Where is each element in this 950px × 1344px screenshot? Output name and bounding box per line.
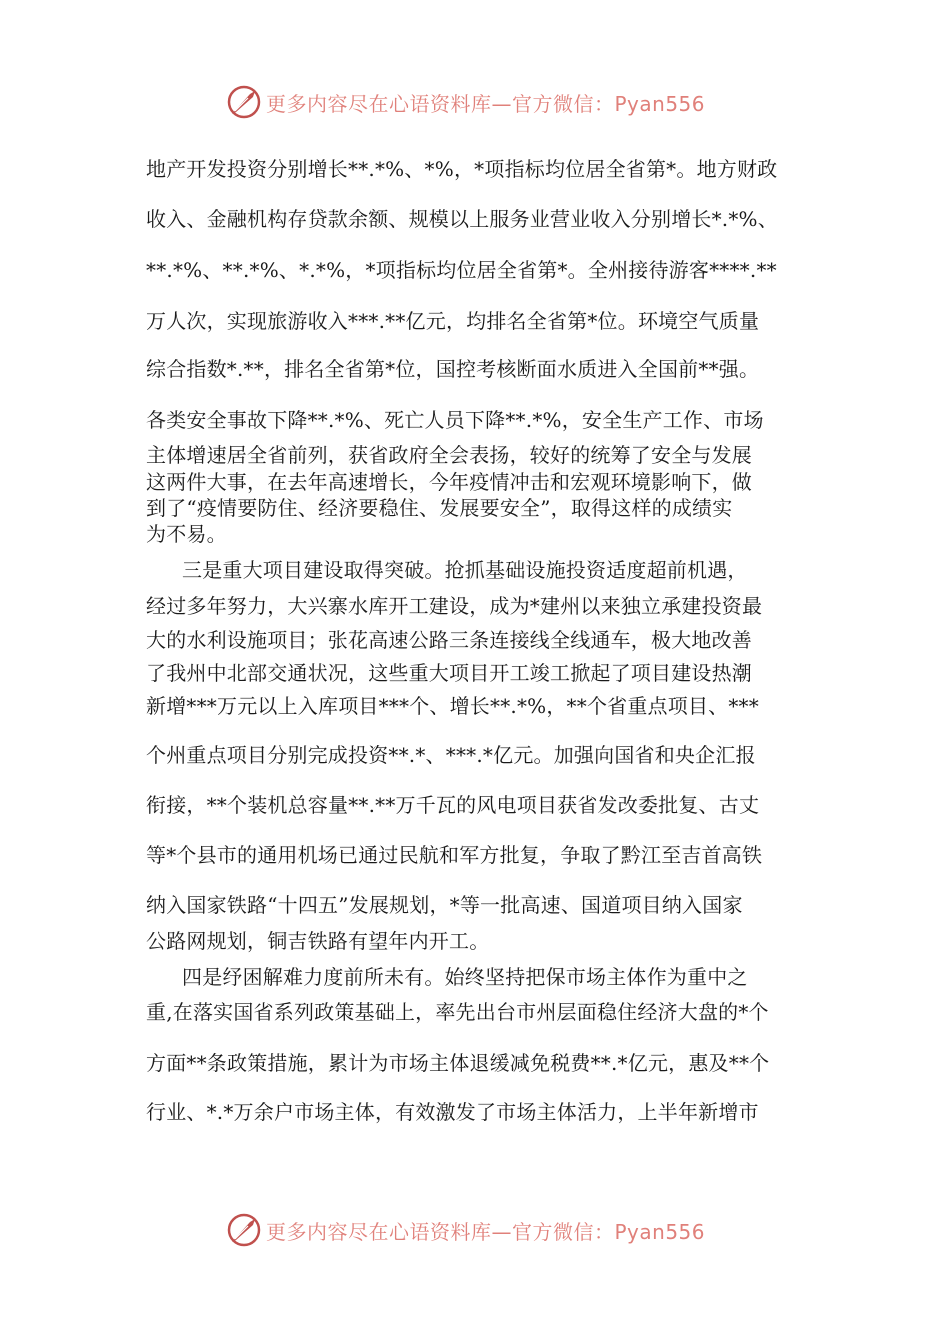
header-banner	[0, 82, 950, 122]
body-line: 各类安全事故下降**.*%、死亡人员下降**.*%，安全生产工作、市场	[146, 408, 764, 432]
body-line: 纳入国家铁路“十四五”发展规划，*等一批高速、国道项目纳入国家	[146, 893, 743, 917]
body-line: 为不易。	[146, 522, 227, 546]
body-line: **.*%、**.*%、*.*%，*项指标均位居全省第*。全州接待游客****.**	[146, 258, 777, 282]
body-line: 大的水利设施项目；张花高速公路三条连接线全线通车，极大地改善	[146, 628, 752, 652]
body-line: 方面**条政策措施，累计为市场主体退缓减免税费**.*亿元，惠及**个	[146, 1051, 770, 1075]
body-line: 地产开发投资分别增长**.*%、*%，*项指标均位居全省第*。地方财政	[146, 157, 778, 181]
quill-logo-icon	[226, 1212, 262, 1248]
header-banner-text: 更多内容尽在心语资料库—官方微信：Pyan556	[266, 91, 706, 116]
body-line: 四是纾困解难力度前所未有。始终坚持把保市场主体作为重中之	[182, 965, 748, 989]
body-line: 收入、金融机构存贷款余额、规模以上服务业营业收入分别增长*.*%、	[146, 207, 778, 231]
body-line: 到了“疫情要防住、经济要稳住、发展要安全”，取得这样的成绩实	[146, 496, 733, 520]
footer-banner	[0, 1210, 950, 1250]
body-line: 公路网规划，铜吉铁路有望年内开工。	[146, 929, 490, 953]
body-line: 行业、*.*万余户市场主体，有效激发了市场主体活力，上半年新增市	[146, 1100, 759, 1124]
body-line: 新增***万元以上入库项目***个、增长**.*%，**个省重点项目、***	[146, 694, 759, 718]
body-line: 衔接，**个装机总容量**.**万千瓦的风电项目获省发改委批复、古丈	[146, 793, 760, 817]
body-line: 主体增速居全省前列，获省政府全会表扬，较好的统筹了安全与发展	[146, 443, 752, 467]
quill-logo-icon	[226, 84, 262, 120]
body-line: 等*个县市的通用机场已通过民航和军方批复，争取了黔江至吉首高铁	[146, 843, 763, 867]
body-line: 综合指数*.**，排名全省第*位，国控考核断面水质进入全国前**强。	[146, 357, 760, 381]
footer-banner-text: 更多内容尽在心语资料库—官方微信：Pyan556	[266, 1219, 706, 1244]
body-line: 这两件大事，在去年高速增长，今年疫情冲击和宏观环境影响下，做	[146, 470, 752, 494]
body-line: 了我州中北部交通状况，这些重大项目开工竣工掀起了项目建设热潮	[146, 661, 752, 685]
body-line: 三是重大项目建设取得突破。抢抓基础设施投资适度超前机遇，	[182, 558, 748, 582]
body-line: 重,在落实国省系列政策基础上，率先出台市州层面稳住经济大盘的*个	[146, 1000, 769, 1024]
body-line: 经过多年努力，大兴寨水库开工建设，成为*建州以来独立承建投资最	[146, 594, 763, 618]
body-line: 万人次，实现旅游收入***.**亿元，均排名全省第*位。环境空气质量	[146, 309, 760, 333]
body-line: 个州重点项目分别完成投资**.*、***.*亿元。加强向国省和央企汇报	[146, 743, 756, 767]
